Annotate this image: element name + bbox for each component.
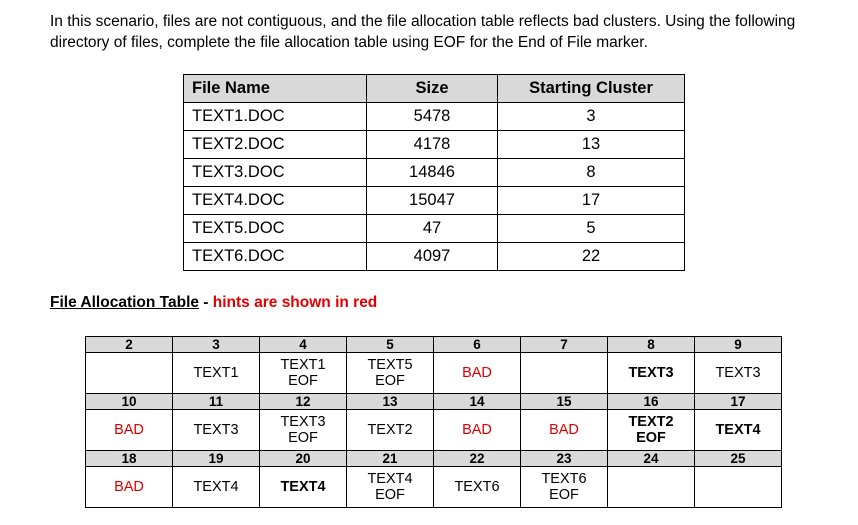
cluster-entry-text: TEXT5 — [367, 357, 413, 373]
directory-header-row — [184, 75, 685, 103]
cluster-number: 17 — [695, 394, 782, 410]
file-name-cell: TEXT5.DOC — [184, 215, 367, 243]
table-row — [184, 187, 685, 215]
cluster-value-row — [86, 410, 782, 451]
cluster-entry-text: BAD — [462, 422, 492, 438]
cluster-cell — [695, 467, 782, 508]
cluster-cell — [347, 353, 434, 394]
cluster-entry-text: TEXT1 — [193, 365, 239, 381]
cluster-entry-text: TEXT4 — [193, 479, 239, 495]
file-name-cell: TEXT1.DOC — [184, 103, 367, 131]
table-row — [184, 243, 685, 271]
cluster-number: 8 — [608, 337, 695, 353]
cluster-cell — [347, 467, 434, 508]
cluster-number: 16 — [608, 394, 695, 410]
file-size-cell: 15047 — [367, 187, 498, 215]
cluster-cell — [86, 467, 173, 508]
file-size-cell: 4178 — [367, 131, 498, 159]
cluster-number: 25 — [695, 451, 782, 467]
eof-marker: EOF — [375, 373, 405, 389]
file-name-cell: TEXT6.DOC — [184, 243, 367, 271]
file-name-cell: TEXT4.DOC — [184, 187, 367, 215]
header-starting-cluster: Starting Cluster — [498, 75, 685, 103]
starting-cluster-cell: 5 — [498, 215, 685, 243]
cluster-number: 7 — [521, 337, 608, 353]
cluster-number: 5 — [347, 337, 434, 353]
cluster-number: 18 — [86, 451, 173, 467]
intro-paragraph: In this scenario, files are not contiguous, and the file allocation table reflects bad clusters. Using the following directory of files, complete the file allocation table using EOF for the End of File marker. — [50, 13, 796, 51]
table-row — [184, 215, 685, 243]
fat-hint-note: hints are shown in red — [212, 294, 378, 311]
file-name-cell: TEXT2.DOC — [184, 131, 367, 159]
starting-cluster-cell: 22 — [498, 243, 685, 271]
eof-marker: EOF — [288, 373, 318, 389]
eof-marker: EOF — [636, 430, 666, 446]
cluster-number: 10 — [86, 394, 173, 410]
eof-marker: EOF — [549, 487, 579, 503]
cluster-entry-text: TEXT1 — [280, 357, 326, 373]
cluster-entry-text: TEXT3 — [628, 365, 674, 381]
file-size-cell: 47 — [367, 215, 498, 243]
cluster-cell — [347, 410, 434, 451]
cluster-number: 13 — [347, 394, 434, 410]
starting-cluster-cell: 13 — [498, 131, 685, 159]
cluster-number: 24 — [608, 451, 695, 467]
starting-cluster-cell: 8 — [498, 159, 685, 187]
cluster-number: 22 — [434, 451, 521, 467]
cluster-number: 15 — [521, 394, 608, 410]
cluster-cell — [173, 410, 260, 451]
table-row — [184, 131, 685, 159]
fat-heading — [50, 294, 377, 312]
cluster-cell — [434, 467, 521, 508]
starting-cluster-cell: 17 — [498, 187, 685, 215]
cluster-cell — [608, 410, 695, 451]
file-size-cell: 5478 — [367, 103, 498, 131]
cluster-entry-text: TEXT3 — [193, 422, 239, 438]
cluster-number: 12 — [260, 394, 347, 410]
cluster-entry-text: BAD — [114, 479, 144, 495]
cluster-number: 3 — [173, 337, 260, 353]
cluster-number: 4 — [260, 337, 347, 353]
cluster-value-row — [86, 467, 782, 508]
eof-marker: EOF — [288, 430, 318, 446]
table-row — [184, 103, 685, 131]
cluster-number: 14 — [434, 394, 521, 410]
cluster-number: 21 — [347, 451, 434, 467]
cluster-cell — [608, 467, 695, 508]
cluster-cell — [86, 410, 173, 451]
cluster-entry-text: TEXT4 — [367, 471, 413, 487]
cluster-number: 19 — [173, 451, 260, 467]
cluster-cell — [521, 467, 608, 508]
starting-cluster-cell: 3 — [498, 103, 685, 131]
cluster-entry-text: TEXT4 — [715, 422, 761, 438]
file-size-cell: 4097 — [367, 243, 498, 271]
directory-table — [183, 74, 685, 271]
cluster-cell — [260, 353, 347, 394]
cluster-entry-text: TEXT2 — [628, 414, 674, 430]
file-allocation-table — [85, 336, 782, 508]
cluster-value-row — [86, 353, 782, 394]
cluster-cell — [173, 467, 260, 508]
cluster-entry-text: TEXT4 — [280, 479, 326, 495]
cluster-number-row — [86, 337, 782, 353]
file-name-cell: TEXT3.DOC — [184, 159, 367, 187]
cluster-cell — [608, 353, 695, 394]
header-file-name: File Name — [184, 75, 367, 103]
cluster-number: 20 — [260, 451, 347, 467]
cluster-number-row — [86, 451, 782, 467]
cluster-cell — [695, 410, 782, 451]
table-row — [184, 159, 685, 187]
cluster-cell — [260, 467, 347, 508]
cluster-cell — [695, 353, 782, 394]
cluster-number: 6 — [434, 337, 521, 353]
eof-marker: EOF — [375, 487, 405, 503]
cluster-number: 9 — [695, 337, 782, 353]
cluster-entry-text: TEXT3 — [280, 414, 326, 430]
cluster-entry-text: BAD — [462, 365, 492, 381]
cluster-cell — [173, 353, 260, 394]
cluster-entry-text: BAD — [114, 422, 144, 438]
cluster-number: 11 — [173, 394, 260, 410]
cluster-cell — [521, 410, 608, 451]
cluster-number: 2 — [86, 337, 173, 353]
cluster-cell — [434, 353, 521, 394]
file-size-cell: 14846 — [367, 159, 498, 187]
cluster-number: 23 — [521, 451, 608, 467]
cluster-entry-text: TEXT6 — [454, 479, 500, 495]
cluster-cell — [260, 410, 347, 451]
cluster-cell — [86, 353, 173, 394]
cluster-entry-text: TEXT3 — [715, 365, 761, 381]
fat-title: File Allocation Table — [50, 294, 199, 311]
cluster-cell — [434, 410, 521, 451]
cluster-cell — [521, 353, 608, 394]
cluster-entry-text: BAD — [549, 422, 579, 438]
cluster-number-row — [86, 394, 782, 410]
cluster-entry-text: TEXT2 — [367, 422, 413, 438]
fat-heading-separator: - — [199, 294, 213, 311]
header-size: Size — [367, 75, 498, 103]
cluster-entry-text: TEXT6 — [541, 471, 587, 487]
